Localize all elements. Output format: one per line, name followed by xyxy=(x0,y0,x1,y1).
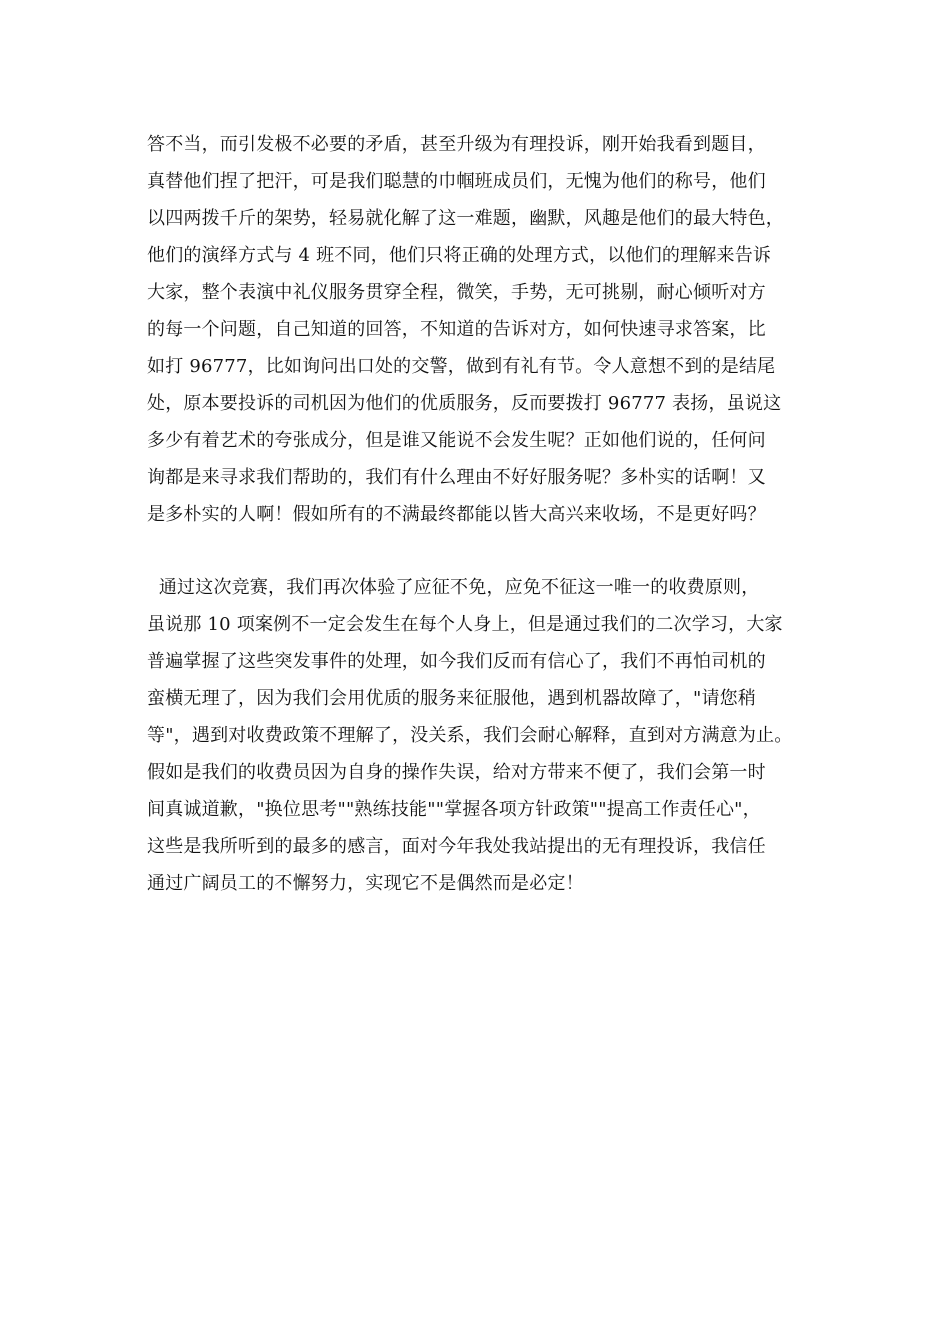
text-line: 多少有着艺术的夸张成分，但是谁又能说不会发生呢？正如他们说的，任何问 xyxy=(147,430,766,451)
text-line: 答不当，而引发极不必要的矛盾，甚至升级为有理投诉，刚开始我看到题目， xyxy=(147,134,766,155)
text-line: 通过广阔员工的不懈努力，实现它不是偶然而是必定！ xyxy=(147,873,584,894)
text-line: 普遍掌握了这些突发事件的处理，如今我们反而有信心了，我们不再怕司机的 xyxy=(147,651,766,672)
text-line: 虽说那 10 项案例不一定会发生在每个人身上，但是通过我们的二次学习，大家 xyxy=(147,614,783,635)
text-line: 通过这次竞赛，我们再次体验了应征不免，应免不征这一唯一的收费原则， xyxy=(147,577,760,598)
text-line: 这些是我所听到的最多的感言，面对今年我处我站提出的无有理投诉，我信任 xyxy=(147,836,766,857)
text-line: 的每一个问题，自己知道的回答，不知道的告诉对方，如何快速寻求答案，比 xyxy=(147,319,766,340)
text-line: 是多朴实的人啊！假如所有的不满最终都能以皆大高兴来收场，不是更好吗？ xyxy=(147,504,766,525)
paragraph-1 xyxy=(147,126,827,533)
paragraph-2 xyxy=(147,569,827,902)
text-line: 以四两拨千斤的架势，轻易就化解了这一难题，幽默，风趣是他们的最大特色， xyxy=(147,208,784,229)
text-line: 询都是来寻求我们帮助的，我们有什么理由不好好服务呢？多朴实的话啊！又 xyxy=(147,467,766,488)
text-line: 假如是我们的收费员因为自身的操作失误，给对方带来不便了，我们会第一时 xyxy=(147,762,766,783)
text-line: 间真诚道歉，"换位思考""熟练技能""掌握各项方针政策""提高工作责任心"， xyxy=(147,799,761,820)
text-line: 真替他们捏了把汗，可是我们聪慧的巾帼班成员们，无愧为他们的称号，他们 xyxy=(147,171,766,192)
text-line: 他们的演绎方式与 4 班不同，他们只将正确的处理方式，以他们的理解来告诉 xyxy=(147,245,772,266)
text-line: 如打 96777，比如询问出口处的交警，做到有礼有节。令人意想不到的是结尾 xyxy=(147,356,776,377)
text-line: 处，原本要投诉的司机因为他们的优质服务，反而要拨打 96777 表扬，虽说这 xyxy=(147,393,782,414)
text-line: 蛮横无理了，因为我们会用优质的服务来征服他，遇到机器故障了，"请您稍 xyxy=(147,688,757,709)
text-line: 等"，遇到对收费政策不理解了，没关系，我们会耐心解释，直到对方满意为止。 xyxy=(147,725,793,746)
text-line: 大家，整个表演中礼仪服务贯穿全程，微笑，手势，无可挑剔，耐心倾听对方 xyxy=(147,282,766,303)
